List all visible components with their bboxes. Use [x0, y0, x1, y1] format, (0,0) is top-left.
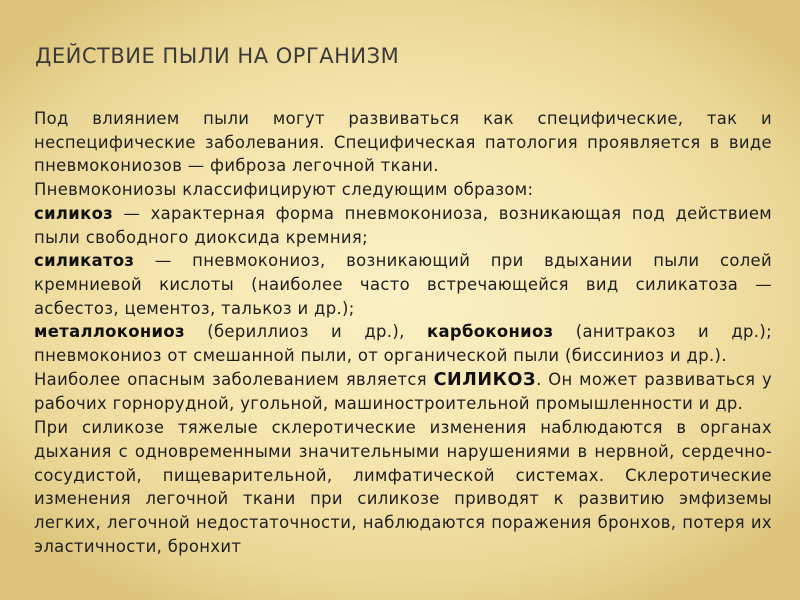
danger-term: СИЛИКОЗ	[433, 369, 537, 390]
silicatosis-description: — пневмокониоз, возникающий при вдыхании пыли солей кремниевой кислоты (наиболее часто встречающейся вид силикатоза — асбестоз, цементоз, талькоз и др.);	[34, 251, 772, 318]
slide-body	[34, 107, 772, 558]
silicosis-term: силикоз	[34, 203, 114, 223]
silicatosis-item	[34, 249, 772, 320]
classification-intro: Пневмокониозы классифицируют следующим образом:	[34, 180, 534, 200]
effects-paragraph: При силикозе тяжелые склеротические изменения наблюдаются в органах дыхания с одновременными значительными нарушениями в нервной, сердечно-сосудистой, пищеварительной, лимфатической системах. Склеротические изменения легочной ткани при силикозе приводят к развитию эмфиземы легких, легочной недостаточности, наблюдаются поражения бронхов, потеря их эластичности, бронхит	[34, 418, 772, 556]
danger-text-end: . Он может развиваться у рабочих горнорудной, угольной, машиностроительной промышленности и др.	[34, 369, 772, 414]
silicosis-description: — характерная форма пневмокониоза, возникающая под действием пыли свободного диоксида кремния;	[34, 203, 772, 247]
carboconiosis-term: карбокониоз	[426, 322, 554, 342]
silicosis-item	[34, 202, 772, 249]
slide-title: ДЕЙСТВИЕ ПЫЛИ НА ОРГАНИЗМ	[35, 44, 400, 68]
danger-paragraph	[34, 368, 772, 416]
metalloconiosis-term: металлокониоз	[34, 322, 185, 342]
other-types-item	[34, 320, 772, 367]
carboconiosis-description: (анитракоз и др.); пневмокониоз от смешанной пыли, от органической пыли (биссиниоз и др.).	[34, 322, 772, 366]
metalloconiosis-description: (бериллиоз и др.),	[184, 322, 427, 342]
danger-text-start: Наиболее опасным заболеванием является	[34, 369, 434, 389]
intro-paragraph: Под влиянием пыли могут развиваться как специфические, так и неспецифические заболевания. Специфическая патология проявляется в виде пневмокониозов — фиброза легочной ткани.	[34, 109, 772, 176]
silicatosis-term: силикатоз	[34, 251, 135, 271]
